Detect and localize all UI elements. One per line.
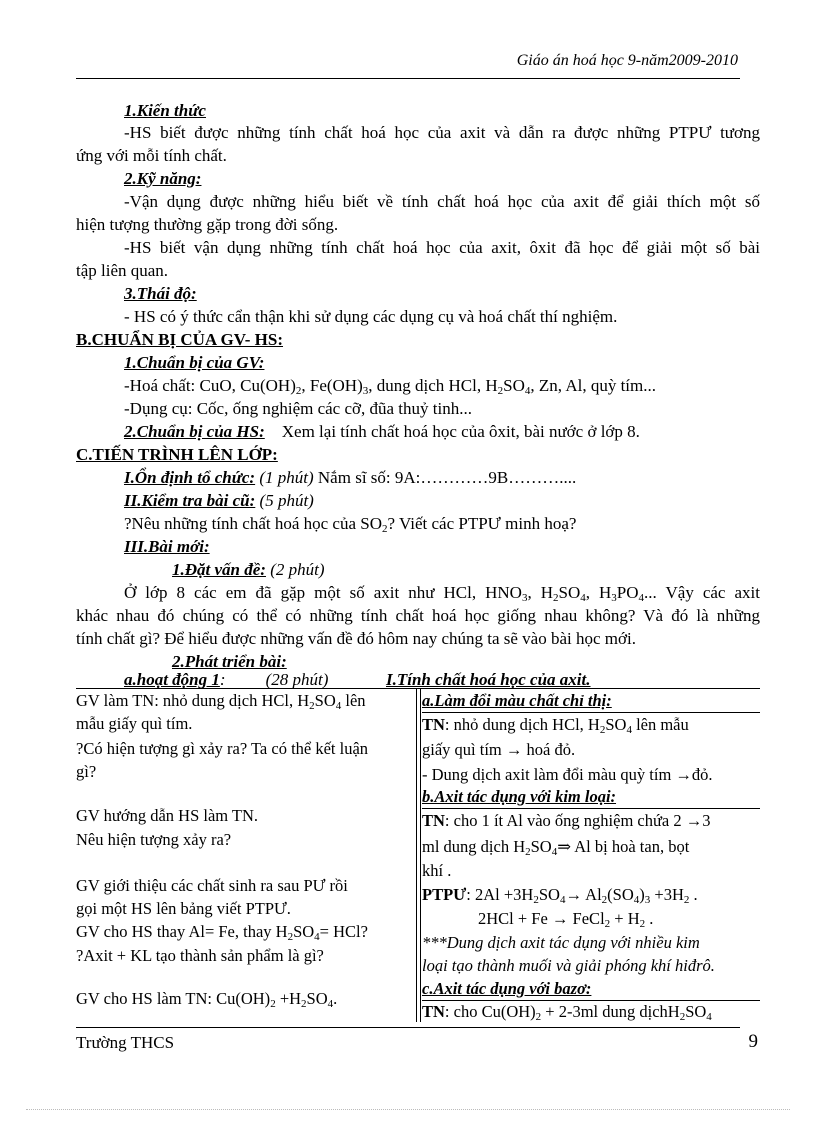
table-row: Nêu hiện tượng xảy ra? [76,830,232,849]
table-row: gọi một HS lên bảng viết PTPƯ. [76,899,291,918]
page-header-title: Giáo án hoá học 9-năm2009-2010 [516,52,738,69]
part-b-heading [76,329,760,351]
table-row: GV làm TN: nhỏ dung dịch HCl, $H_2SO_4$ lên [76,691,366,712]
table-row: TN: cho 1 ít Al vào ống nghiệm chứa 2 →3 [422,811,711,830]
reaction-equation: PTPƯ: $2Al +3H_2SO_4\to Al_2(SO_4)_3 +3H_2$ . [422,885,698,906]
heading-text: 2.Kỹ năng: [124,169,202,188]
paragraph-line: -Vận dụng được những hiểu biết về tính chất hoá học của axit để giải thích một số [124,192,760,211]
table-row: GV cho HS thay Al= Fe, thay $H_2SO_4=$ HCl? [76,922,368,943]
subheading-indicator: a.Làm đổi màu chất chỉ thị: [422,691,612,710]
table-row: ***Dung dịch axit tác dụng với nhiều kim [422,933,700,952]
paragraph-line: tập liên quan. [76,261,169,280]
subheading-base: c.Axit tác dụng với bazơ: [422,979,592,998]
section-attitude-heading [76,283,760,305]
paragraph-line: -HS biết được những tính chất hoá học của axit và dẫn ra được những PTPƯ tương [124,123,760,142]
table-row: TN: nhỏ dung dịch HCl, $H_2SO_4$ lên mẫu [422,715,689,736]
part-c-heading [76,444,760,466]
table-divider [416,688,421,1022]
paragraph-line: khác nhau đó chúng có thể có những tính chất hoá học giống nhau không? Và đó là những [76,606,760,625]
table-row: TN: cho $Cu(OH)_2 + 2-3ml$ dung $dịchH_2SO_4$ [422,1002,712,1023]
paragraph-line: hiện tượng thường gặp trong đời sống. [76,215,339,234]
paragraph-line: Ở lớp 8 các em đã gặp một số axit như HCl, $HNO_3$, $H_2SO_4$, $H_3PO_4$... Vậy các axit [124,583,760,604]
table-row: ml dung dịch $H_2SO_4\Rightarrow$ Al bị hoà tan, bọt [422,837,690,858]
footer-rule [76,1027,740,1028]
footer-school: Trường THCS [76,1033,175,1052]
development-heading: 2.Phát triển bài: [172,652,287,671]
paragraph-line: ứng với mỗi tính chất. [76,146,227,165]
section-knowledge-heading [76,100,760,122]
new-lesson-heading: III.Bài mới: [124,537,210,556]
heading-text: C.TIẾN TRÌNH LÊN LỚP: [76,445,278,464]
table-row: ?Có hiện tượng gì xảy ra? Ta có thể kết luận [76,739,369,758]
table-row: mẫu giấy quì tím. [76,714,193,733]
page-edge-dotted-line [26,1109,790,1110]
chemicals-line: -Hoá chất: CuO, $Cu(OH)_2$, $Fe(OH)_3$, dung dịch HCl, $H_2SO_4$, Zn, Al, quỳ tím... [124,376,656,397]
table-row: khí . [422,861,452,880]
subheading-metal: b.Axit tác dụng với kim loại: [422,787,617,806]
heading-text: 1.Chuẩn bị của GV: [124,353,265,372]
review-line: II.Kiểm tra bài cũ: (5 phút) [124,491,314,510]
student-prep-line: 2.Chuẩn bị của HS: Xem lại tính chất hoá học của ôxit, bài nước ở lớp 8. [124,422,640,441]
paragraph-line: - HS có ý thức cẩn thận khi sử dụng các dụng cụ và hoá chất thí nghiệm. [124,307,618,326]
teacher-prep-heading [76,352,760,374]
paragraph-line: tính chất gì? Để hiểu được những vấn đề đó hôm nay chúng ta sẽ vào bài học mới. [76,629,636,648]
section-skills-heading [76,168,760,190]
header-rule [76,78,740,79]
table-row: GV cho HS làm TN: $Cu(OH)_2 +H_2SO_4$. [76,989,338,1010]
lesson-table [76,688,760,1022]
paragraph-line: -HS biết vận dụng những tính chất hoá học của axit, ôxit đã học để giải một số bài [124,238,760,257]
reaction-equation: 2HCl + Fe → FeCl$_2$ + $H_2$ . [478,909,654,930]
heading-text: 2.Chuẩn bị của HS: [124,422,265,441]
review-question: ?Nêu những tính chất hoá học của $SO_2$? Viết các PTPƯ minh hoạ? [124,514,577,535]
table-row: giấy quì tím → hoá đỏ. [422,740,576,759]
table-row: ?Axit + KL tạo thành sản phẩm là gì? [76,946,324,965]
table-row: GV giới thiệu các chất sinh ra sau PƯ rồi [76,876,348,895]
row-rule [422,712,760,713]
table-row: GV hướng dẫn HS làm TN. [76,806,259,825]
heading-text: 3.Thái độ: [124,284,197,303]
table-row: - Dung dịch axit làm đổi màu quỳ tím →đỏ. [422,765,713,784]
problem-heading: 1.Đặt vấn đề: (2 phút) [172,560,325,579]
class-setup-line: I.Ổn định tổ chức: (1 phút) Nắm sĩ số: 9A:…………9B……….... [124,468,577,487]
teacher-activity-column [76,688,412,1022]
heading-text: 1.Kiến thức [124,101,206,120]
table-row: gì? [76,762,97,781]
page-number: 9 [748,1031,758,1052]
content-column [422,688,760,1022]
properties-heading: I.Tính chất hoá học của axit. [386,670,591,689]
heading-text: B.CHUẨN BỊ CỦA GV- HS: [76,330,284,349]
row-rule [422,808,760,809]
table-row: loại tạo thành muối và giải phóng khí hiđrô. [422,956,715,975]
tools-line: -Dụng cụ: Cốc, ống nghiệm các cỡ, đũa thuỷ tinh... [124,399,472,418]
activity-heading-row: a.hoạt động 1: (28 phút) [124,670,329,689]
